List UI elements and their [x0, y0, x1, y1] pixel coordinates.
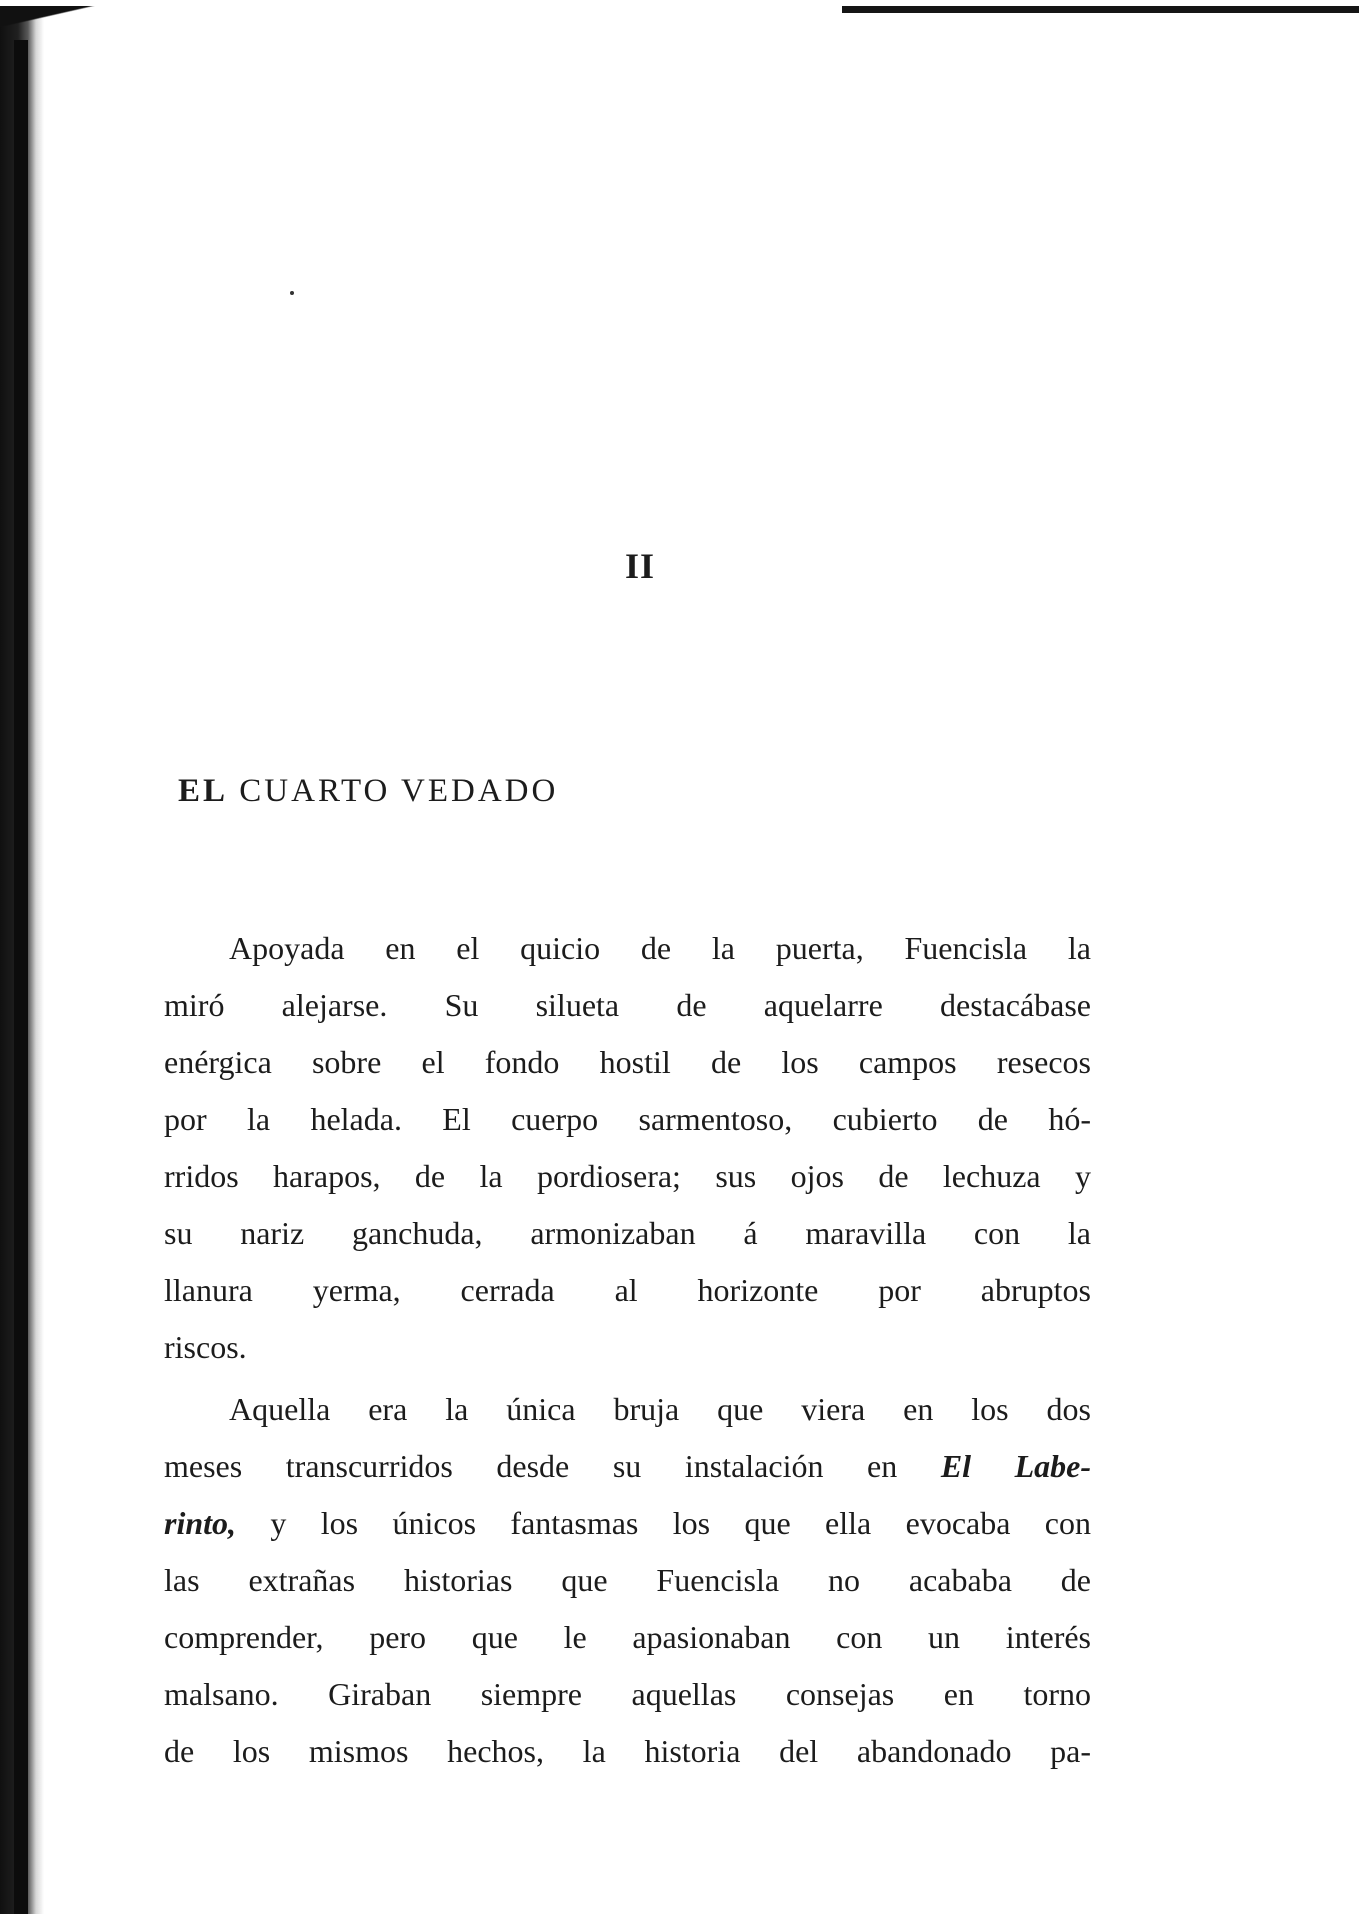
text-segment: y los únicos fantasmas los que ella evocaba con [270, 1505, 1091, 1541]
text-line [164, 1505, 1091, 1549]
chapter-title [178, 773, 558, 810]
text-line: Apoyada en el quicio de la puerta, Fuencisla la [229, 930, 1091, 966]
text-line [164, 1448, 1091, 1492]
chapter-title-first-word: EL [178, 773, 229, 809]
text-line: malsano. Giraban siempre aquellas consejas en torno [164, 1676, 1091, 1712]
chapter-title-rest: CUARTO VEDADO [239, 773, 559, 809]
text-line: por la helada. El cuerpo sarmentoso, cubierto de hó- [164, 1101, 1091, 1137]
text-line: riscos. [164, 1329, 247, 1365]
italic-title-segment: El Labe- [940, 1448, 1092, 1484]
text-line: enérgica sobre el fondo hostil de los campos resecos [164, 1044, 1091, 1080]
italic-title-segment: rinto, [164, 1505, 237, 1541]
text-line: las extrañas historias que Fuencisla no acababa de [164, 1562, 1091, 1598]
text-line: rridos harapos, de la pordiosera; sus ojos de lechuza y [164, 1158, 1091, 1194]
chapter-number: II [624, 546, 656, 586]
text-line: miró alejarse. Su silueta de aquelarre destacábase [164, 987, 1091, 1023]
text-segment: meses transcurridos desde su instalación en [164, 1448, 898, 1484]
scan-top-edge-right [842, 6, 1359, 13]
text-line: Aquella era la única bruja que viera en los dos [229, 1391, 1091, 1427]
scan-top-edge-left [0, 6, 150, 40]
scan-speck [290, 291, 294, 295]
text-line: su nariz ganchuda, armonizaban á maravilla con la [164, 1215, 1091, 1251]
text-line: llanura yerma, cerrada al horizonte por abruptos [164, 1272, 1091, 1308]
text-line: de los mismos hechos, la historia del abandonado pa- [164, 1733, 1091, 1769]
text-line: comprender, pero que le apasionaban con un interés [164, 1619, 1091, 1655]
scan-gutter-spine [14, 40, 28, 1914]
